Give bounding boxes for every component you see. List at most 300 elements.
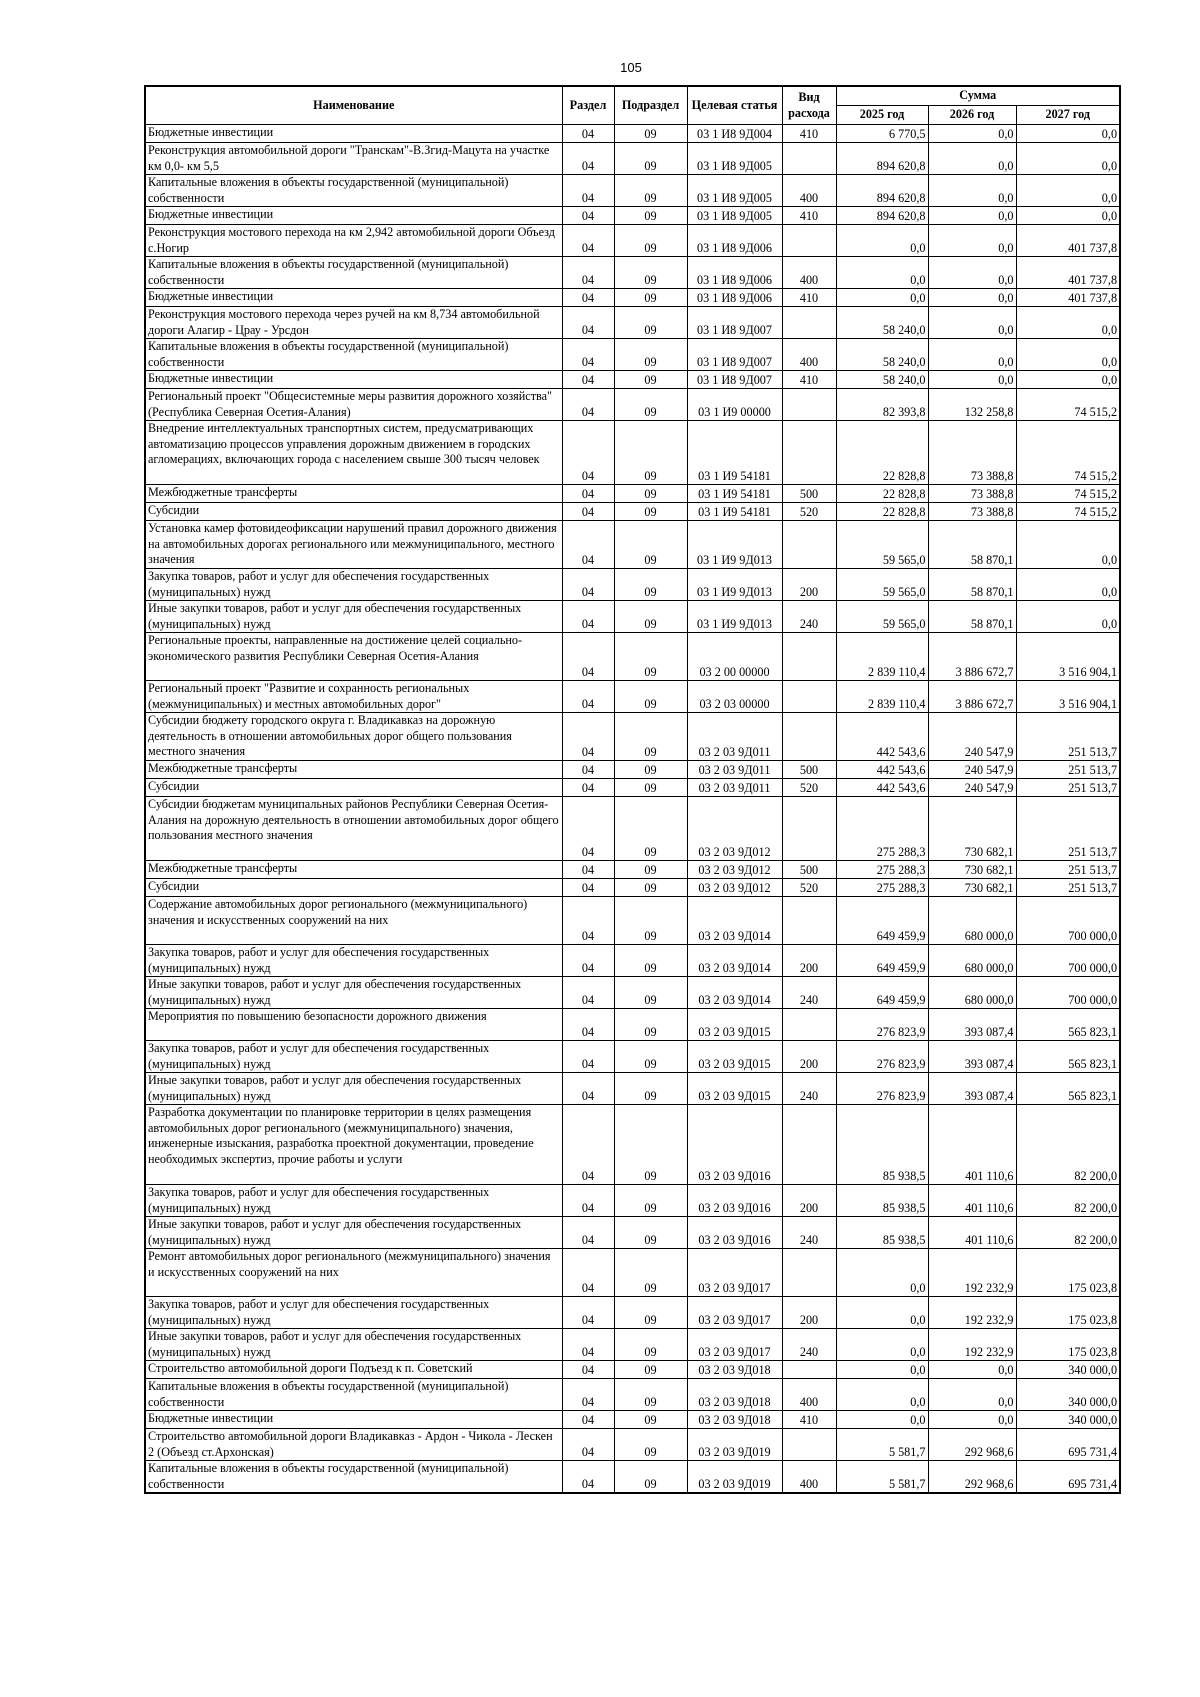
row-name: Капитальные вложения в объекты государственной (муниципальной) собственности xyxy=(145,1461,562,1494)
row-name: Капитальные вложения в объекты государственной (муниципальной) собственности xyxy=(145,175,562,207)
row-section: 04 xyxy=(562,307,614,339)
row-target-item: 03 2 03 9Д016 xyxy=(687,1105,782,1185)
row-expense-type xyxy=(782,143,836,175)
page-number: 105 xyxy=(620,60,642,75)
row-target-item: 03 1 И9 54181 xyxy=(687,421,782,485)
row-sum-2027: 401 737,8 xyxy=(1016,289,1120,307)
row-name: Иные закупки товаров, работ и услуг для обеспечения государственных (муниципальных) нужд xyxy=(145,601,562,633)
row-sum-2025: 58 240,0 xyxy=(836,339,928,371)
row-name: Иные закупки товаров, работ и услуг для обеспечения государственных (муниципальных) нужд xyxy=(145,1329,562,1361)
row-section: 04 xyxy=(562,1297,614,1329)
row-name: Капитальные вложения в объекты государственной (муниципальной) собственности xyxy=(145,339,562,371)
row-section: 04 xyxy=(562,143,614,175)
row-expense-type xyxy=(782,1249,836,1297)
row-sum-2027: 251 513,7 xyxy=(1016,713,1120,761)
row-expense-type: 200 xyxy=(782,569,836,601)
budget-table xyxy=(144,85,1121,1494)
row-sum-2026: 0,0 xyxy=(928,207,1016,225)
row-sum-2026: 680 000,0 xyxy=(928,897,1016,945)
row-name: Разработка документации по планировке территории в целях размещения автомобильных дорог регионального (межмуниципального) значения, инженерные изыскания, разработка проектной документации, проведение необходимых экспертиз, прочие работы и услуги xyxy=(145,1105,562,1185)
row-expense-type xyxy=(782,389,836,421)
row-sum-2026: 401 110,6 xyxy=(928,1105,1016,1185)
header-subsection: Подраздел xyxy=(614,86,687,125)
row-name: Закупка товаров, работ и услуг для обеспечения государственных (муниципальных) нужд xyxy=(145,1297,562,1329)
row-expense-type: 400 xyxy=(782,339,836,371)
row-subsection: 09 xyxy=(614,1041,687,1073)
table-row xyxy=(145,1297,1120,1329)
row-sum-2027: 700 000,0 xyxy=(1016,977,1120,1009)
row-name: Субсидии бюджету городского округа г. Владикавказ на дорожную деятельность в отношении автомобильных дорог общего пользования местного значения xyxy=(145,713,562,761)
row-sum-2027: 0,0 xyxy=(1016,569,1120,601)
row-sum-2027: 700 000,0 xyxy=(1016,945,1120,977)
table-row xyxy=(145,779,1120,797)
row-subsection: 09 xyxy=(614,503,687,521)
row-section: 04 xyxy=(562,1461,614,1494)
header-row-1 xyxy=(145,86,1120,106)
row-section: 04 xyxy=(562,225,614,257)
row-name: Бюджетные инвестиции xyxy=(145,207,562,225)
row-name: Капитальные вложения в объекты государственной (муниципальной) собственности xyxy=(145,257,562,289)
row-sum-2027: 175 023,8 xyxy=(1016,1329,1120,1361)
row-subsection: 09 xyxy=(614,879,687,897)
row-target-item: 03 2 03 9Д011 xyxy=(687,779,782,797)
row-section: 04 xyxy=(562,485,614,503)
row-name: Реконструкция автомобильной дороги "Транскам"-В.Згид-Мацута на участке км 0,0- км 5,5 xyxy=(145,143,562,175)
table-row xyxy=(145,485,1120,503)
row-sum-2027: 340 000,0 xyxy=(1016,1379,1120,1411)
row-name: Региональные проекты, направленные на достижение целей социально-экономического развития Республики Северная Осетия-Алания xyxy=(145,633,562,681)
row-subsection: 09 xyxy=(614,977,687,1009)
row-subsection: 09 xyxy=(614,143,687,175)
row-name: Ремонт автомобильных дорог регионального (межмуниципального) значения и искусственных сооружений на них xyxy=(145,1249,562,1297)
row-sum-2027: 82 200,0 xyxy=(1016,1185,1120,1217)
row-sum-2025: 0,0 xyxy=(836,289,928,307)
row-sum-2025: 275 288,3 xyxy=(836,797,928,861)
row-expense-type: 500 xyxy=(782,761,836,779)
row-section: 04 xyxy=(562,1379,614,1411)
row-sum-2026: 192 232,9 xyxy=(928,1249,1016,1297)
row-sum-2025: 442 543,6 xyxy=(836,779,928,797)
row-section: 04 xyxy=(562,1329,614,1361)
row-subsection: 09 xyxy=(614,569,687,601)
row-target-item: 03 2 03 9Д017 xyxy=(687,1297,782,1329)
row-expense-type: 200 xyxy=(782,1041,836,1073)
row-name: Межбюджетные трансферты xyxy=(145,485,562,503)
row-section: 04 xyxy=(562,503,614,521)
row-section: 04 xyxy=(562,257,614,289)
row-sum-2026: 680 000,0 xyxy=(928,945,1016,977)
row-sum-2026: 730 682,1 xyxy=(928,861,1016,879)
row-expense-type xyxy=(782,633,836,681)
row-subsection: 09 xyxy=(614,1429,687,1461)
row-subsection: 09 xyxy=(614,421,687,485)
row-target-item: 03 2 03 9Д012 xyxy=(687,879,782,897)
row-sum-2027: 565 823,1 xyxy=(1016,1009,1120,1041)
header-expense-type: Вид расхода xyxy=(782,86,836,125)
row-sum-2026: 192 232,9 xyxy=(928,1329,1016,1361)
row-name: Бюджетные инвестиции xyxy=(145,371,562,389)
row-sum-2027: 74 515,2 xyxy=(1016,389,1120,421)
row-sum-2025: 275 288,3 xyxy=(836,861,928,879)
row-section: 04 xyxy=(562,977,614,1009)
row-section: 04 xyxy=(562,633,614,681)
row-expense-type: 410 xyxy=(782,125,836,143)
row-expense-type: 400 xyxy=(782,1379,836,1411)
row-subsection: 09 xyxy=(614,371,687,389)
row-sum-2026: 393 087,4 xyxy=(928,1041,1016,1073)
row-expense-type: 400 xyxy=(782,257,836,289)
row-section: 04 xyxy=(562,897,614,945)
row-section: 04 xyxy=(562,1073,614,1105)
row-sum-2025: 0,0 xyxy=(836,1297,928,1329)
row-subsection: 09 xyxy=(614,761,687,779)
row-sum-2026: 0,0 xyxy=(928,1361,1016,1379)
row-section: 04 xyxy=(562,125,614,143)
row-sum-2025: 59 565,0 xyxy=(836,569,928,601)
row-section: 04 xyxy=(562,1429,614,1461)
row-subsection: 09 xyxy=(614,797,687,861)
row-sum-2026: 0,0 xyxy=(928,125,1016,143)
table-row xyxy=(145,1041,1120,1073)
row-section: 04 xyxy=(562,421,614,485)
row-target-item: 03 2 03 9Д015 xyxy=(687,1009,782,1041)
table-row xyxy=(145,1249,1120,1297)
row-name: Субсидии xyxy=(145,879,562,897)
row-subsection: 09 xyxy=(614,339,687,371)
row-sum-2027: 175 023,8 xyxy=(1016,1249,1120,1297)
row-sum-2025: 6 770,5 xyxy=(836,125,928,143)
row-expense-type: 200 xyxy=(782,945,836,977)
table-row xyxy=(145,371,1120,389)
row-expense-type xyxy=(782,1429,836,1461)
row-sum-2025: 276 823,9 xyxy=(836,1073,928,1105)
row-subsection: 09 xyxy=(614,713,687,761)
row-sum-2027: 401 737,8 xyxy=(1016,225,1120,257)
row-target-item: 03 2 03 9Д019 xyxy=(687,1429,782,1461)
row-section: 04 xyxy=(562,797,614,861)
row-target-item: 03 2 03 9Д017 xyxy=(687,1249,782,1297)
row-name: Региональный проект "Развитие и сохранность региональных (межмуниципальных) и местных автомобильных дорог" xyxy=(145,681,562,713)
row-section: 04 xyxy=(562,1105,614,1185)
row-target-item: 03 2 03 9Д019 xyxy=(687,1461,782,1494)
row-target-item: 03 2 03 00000 xyxy=(687,681,782,713)
row-sum-2025: 894 620,8 xyxy=(836,175,928,207)
table-row xyxy=(145,421,1120,485)
row-sum-2027: 0,0 xyxy=(1016,601,1120,633)
row-sum-2025: 22 828,8 xyxy=(836,503,928,521)
row-sum-2026: 0,0 xyxy=(928,371,1016,389)
table-row xyxy=(145,761,1120,779)
row-sum-2026: 292 968,6 xyxy=(928,1461,1016,1494)
table-row xyxy=(145,633,1120,681)
row-expense-type: 520 xyxy=(782,779,836,797)
row-name: Бюджетные инвестиции xyxy=(145,1411,562,1429)
row-sum-2027: 0,0 xyxy=(1016,207,1120,225)
row-sum-2026: 393 087,4 xyxy=(928,1073,1016,1105)
table-row xyxy=(145,977,1120,1009)
row-target-item: 03 2 03 9Д017 xyxy=(687,1329,782,1361)
row-expense-type: 400 xyxy=(782,1461,836,1494)
row-name: Содержание автомобильных дорог регионального (межмуниципального) значения и искусственных сооружений на них xyxy=(145,897,562,945)
row-subsection: 09 xyxy=(614,1009,687,1041)
row-expense-type xyxy=(782,421,836,485)
table-row xyxy=(145,1379,1120,1411)
table-row xyxy=(145,257,1120,289)
row-sum-2026: 0,0 xyxy=(928,1411,1016,1429)
row-name: Иные закупки товаров, работ и услуг для обеспечения государственных (муниципальных) нужд xyxy=(145,977,562,1009)
row-expense-type xyxy=(782,897,836,945)
row-sum-2027: 695 731,4 xyxy=(1016,1461,1120,1494)
row-target-item: 03 2 03 9Д014 xyxy=(687,897,782,945)
row-sum-2026: 73 388,8 xyxy=(928,485,1016,503)
row-subsection: 09 xyxy=(614,289,687,307)
row-name: Иные закупки товаров, работ и услуг для обеспечения государственных (муниципальных) нужд xyxy=(145,1073,562,1105)
row-subsection: 09 xyxy=(614,1329,687,1361)
row-section: 04 xyxy=(562,681,614,713)
table-row xyxy=(145,797,1120,861)
row-target-item: 03 1 И8 9Д006 xyxy=(687,225,782,257)
row-subsection: 09 xyxy=(614,1185,687,1217)
row-section: 04 xyxy=(562,1185,614,1217)
row-sum-2025: 58 240,0 xyxy=(836,371,928,389)
row-sum-2025: 85 938,5 xyxy=(836,1217,928,1249)
row-target-item: 03 1 И9 54181 xyxy=(687,503,782,521)
row-subsection: 09 xyxy=(614,681,687,713)
row-section: 04 xyxy=(562,521,614,569)
row-sum-2026: 3 886 672,7 xyxy=(928,681,1016,713)
row-expense-type: 240 xyxy=(782,1217,836,1249)
table-row xyxy=(145,339,1120,371)
row-target-item: 03 1 И8 9Д006 xyxy=(687,257,782,289)
row-expense-type xyxy=(782,225,836,257)
row-target-item: 03 1 И9 00000 xyxy=(687,389,782,421)
table-row xyxy=(145,1105,1120,1185)
row-subsection: 09 xyxy=(614,1105,687,1185)
row-sum-2026: 58 870,1 xyxy=(928,521,1016,569)
table-row xyxy=(145,521,1120,569)
row-sum-2025: 0,0 xyxy=(836,1379,928,1411)
row-sum-2025: 5 581,7 xyxy=(836,1429,928,1461)
row-target-item: 03 2 03 9Д012 xyxy=(687,861,782,879)
row-expense-type xyxy=(782,681,836,713)
row-name: Бюджетные инвестиции xyxy=(145,289,562,307)
row-target-item: 03 1 И8 9Д007 xyxy=(687,307,782,339)
row-expense-type xyxy=(782,521,836,569)
row-sum-2027: 74 515,2 xyxy=(1016,503,1120,521)
row-subsection: 09 xyxy=(614,633,687,681)
row-subsection: 09 xyxy=(614,1073,687,1105)
row-expense-type xyxy=(782,307,836,339)
table-row xyxy=(145,1073,1120,1105)
row-name: Строительство автомобильной дороги Подъезд к п. Советский xyxy=(145,1361,562,1379)
row-expense-type: 410 xyxy=(782,207,836,225)
row-sum-2027: 401 737,8 xyxy=(1016,257,1120,289)
row-target-item: 03 2 03 9Д014 xyxy=(687,977,782,1009)
row-subsection: 09 xyxy=(614,1217,687,1249)
row-sum-2026: 3 886 672,7 xyxy=(928,633,1016,681)
row-section: 04 xyxy=(562,879,614,897)
row-sum-2026: 0,0 xyxy=(928,307,1016,339)
row-subsection: 09 xyxy=(614,389,687,421)
row-sum-2025: 59 565,0 xyxy=(836,601,928,633)
row-section: 04 xyxy=(562,389,614,421)
row-expense-type: 500 xyxy=(782,861,836,879)
row-sum-2027: 74 515,2 xyxy=(1016,485,1120,503)
row-sum-2025: 85 938,5 xyxy=(836,1185,928,1217)
row-expense-type: 240 xyxy=(782,977,836,1009)
row-sum-2026: 73 388,8 xyxy=(928,421,1016,485)
row-sum-2027: 251 513,7 xyxy=(1016,861,1120,879)
row-target-item: 03 1 И9 9Д013 xyxy=(687,521,782,569)
row-target-item: 03 1 И8 9Д005 xyxy=(687,207,782,225)
row-name: Капитальные вложения в объекты государственной (муниципальной) собственности xyxy=(145,1379,562,1411)
row-expense-type xyxy=(782,1009,836,1041)
row-section: 04 xyxy=(562,339,614,371)
row-expense-type: 400 xyxy=(782,175,836,207)
row-sum-2027: 0,0 xyxy=(1016,371,1120,389)
row-sum-2026: 0,0 xyxy=(928,225,1016,257)
row-target-item: 03 2 03 9Д011 xyxy=(687,713,782,761)
row-target-item: 03 2 03 9Д016 xyxy=(687,1185,782,1217)
row-sum-2027: 175 023,8 xyxy=(1016,1297,1120,1329)
row-subsection: 09 xyxy=(614,1461,687,1494)
row-sum-2026: 73 388,8 xyxy=(928,503,1016,521)
table-row xyxy=(145,1009,1120,1041)
row-section: 04 xyxy=(562,1041,614,1073)
row-sum-2026: 680 000,0 xyxy=(928,977,1016,1009)
row-section: 04 xyxy=(562,1009,614,1041)
row-sum-2025: 649 459,9 xyxy=(836,945,928,977)
table-row xyxy=(145,897,1120,945)
row-sum-2025: 276 823,9 xyxy=(836,1041,928,1073)
row-target-item: 03 2 03 9Д018 xyxy=(687,1361,782,1379)
row-section: 04 xyxy=(562,945,614,977)
row-name: Субсидии xyxy=(145,503,562,521)
row-section: 04 xyxy=(562,1249,614,1297)
row-sum-2025: 649 459,9 xyxy=(836,897,928,945)
row-target-item: 03 1 И9 54181 xyxy=(687,485,782,503)
row-sum-2025: 22 828,8 xyxy=(836,485,928,503)
row-sum-2025: 442 543,6 xyxy=(836,761,928,779)
row-expense-type: 200 xyxy=(782,1185,836,1217)
row-subsection: 09 xyxy=(614,175,687,207)
row-expense-type: 410 xyxy=(782,289,836,307)
row-sum-2027: 700 000,0 xyxy=(1016,897,1120,945)
row-sum-2026: 132 258,8 xyxy=(928,389,1016,421)
row-name: Закупка товаров, работ и услуг для обеспечения государственных (муниципальных) нужд xyxy=(145,945,562,977)
row-sum-2026: 730 682,1 xyxy=(928,797,1016,861)
row-sum-2025: 22 828,8 xyxy=(836,421,928,485)
row-name: Субсидии бюджетам муниципальных районов Республики Северная Осетия-Алания на дорожную деятельность в отношении автомобильных дорог общего пользования местного значения xyxy=(145,797,562,861)
row-section: 04 xyxy=(562,289,614,307)
row-section: 04 xyxy=(562,569,614,601)
row-sum-2026: 0,0 xyxy=(928,289,1016,307)
row-target-item: 03 1 И8 9Д007 xyxy=(687,339,782,371)
row-expense-type xyxy=(782,1361,836,1379)
row-name: Бюджетные инвестиции xyxy=(145,125,562,143)
row-sum-2027: 0,0 xyxy=(1016,339,1120,371)
row-subsection: 09 xyxy=(614,601,687,633)
row-subsection: 09 xyxy=(614,897,687,945)
row-sum-2025: 894 620,8 xyxy=(836,207,928,225)
row-section: 04 xyxy=(562,1361,614,1379)
row-sum-2027: 251 513,7 xyxy=(1016,879,1120,897)
row-subsection: 09 xyxy=(614,225,687,257)
table-row xyxy=(145,307,1120,339)
row-sum-2027: 340 000,0 xyxy=(1016,1361,1120,1379)
header-section: Раздел xyxy=(562,86,614,125)
row-subsection: 09 xyxy=(614,521,687,569)
row-sum-2027: 82 200,0 xyxy=(1016,1217,1120,1249)
table-row xyxy=(145,681,1120,713)
row-sum-2026: 240 547,9 xyxy=(928,779,1016,797)
row-subsection: 09 xyxy=(614,1297,687,1329)
row-section: 04 xyxy=(562,371,614,389)
row-name: Закупка товаров, работ и услуг для обеспечения государственных (муниципальных) нужд xyxy=(145,569,562,601)
row-sum-2027: 0,0 xyxy=(1016,521,1120,569)
row-name: Иные закупки товаров, работ и услуг для обеспечения государственных (муниципальных) нужд xyxy=(145,1217,562,1249)
table-row xyxy=(145,569,1120,601)
row-target-item: 03 2 00 00000 xyxy=(687,633,782,681)
row-expense-type: 520 xyxy=(782,503,836,521)
table-row xyxy=(145,1217,1120,1249)
row-target-item: 03 2 03 9Д018 xyxy=(687,1379,782,1411)
row-sum-2027: 565 823,1 xyxy=(1016,1073,1120,1105)
row-sum-2026: 240 547,9 xyxy=(928,761,1016,779)
row-name: Субсидии xyxy=(145,779,562,797)
row-sum-2026: 58 870,1 xyxy=(928,601,1016,633)
row-subsection: 09 xyxy=(614,945,687,977)
row-target-item: 03 1 И8 9Д007 xyxy=(687,371,782,389)
row-sum-2025: 649 459,9 xyxy=(836,977,928,1009)
row-sum-2025: 0,0 xyxy=(836,1249,928,1297)
table-row xyxy=(145,945,1120,977)
row-sum-2027: 74 515,2 xyxy=(1016,421,1120,485)
row-sum-2027: 0,0 xyxy=(1016,143,1120,175)
row-subsection: 09 xyxy=(614,307,687,339)
table-row xyxy=(145,879,1120,897)
row-expense-type xyxy=(782,797,836,861)
row-name: Межбюджетные трансферты xyxy=(145,861,562,879)
header-name: Наименование xyxy=(145,86,562,125)
row-sum-2027: 251 513,7 xyxy=(1016,761,1120,779)
row-subsection: 09 xyxy=(614,779,687,797)
row-name: Реконструкция мостового перехода на км 2,942 автомобильной дороги Объезд с.Ногир xyxy=(145,225,562,257)
row-name: Внедрение интеллектуальных транспортных систем, предусматривающих автоматизацию процессов управления дорожным движением в городских агломерациях, включающих города с населением свыше 300 тысяч человек xyxy=(145,421,562,485)
row-expense-type: 240 xyxy=(782,601,836,633)
table-row xyxy=(145,143,1120,175)
row-expense-type: 500 xyxy=(782,485,836,503)
row-subsection: 09 xyxy=(614,1411,687,1429)
row-subsection: 09 xyxy=(614,125,687,143)
header-target-item: Целевая статья xyxy=(687,86,782,125)
table-row xyxy=(145,1185,1120,1217)
row-expense-type: 410 xyxy=(782,371,836,389)
table-row xyxy=(145,1411,1120,1429)
row-sum-2027: 340 000,0 xyxy=(1016,1411,1120,1429)
row-sum-2025: 0,0 xyxy=(836,1329,928,1361)
row-subsection: 09 xyxy=(614,1249,687,1297)
row-subsection: 09 xyxy=(614,207,687,225)
row-sum-2026: 0,0 xyxy=(928,257,1016,289)
table-row xyxy=(145,861,1120,879)
row-subsection: 09 xyxy=(614,257,687,289)
table-row xyxy=(145,1361,1120,1379)
row-name: Закупка товаров, работ и услуг для обеспечения государственных (муниципальных) нужд xyxy=(145,1041,562,1073)
row-sum-2025: 0,0 xyxy=(836,225,928,257)
row-sum-2026: 0,0 xyxy=(928,175,1016,207)
row-sum-2026: 393 087,4 xyxy=(928,1009,1016,1041)
